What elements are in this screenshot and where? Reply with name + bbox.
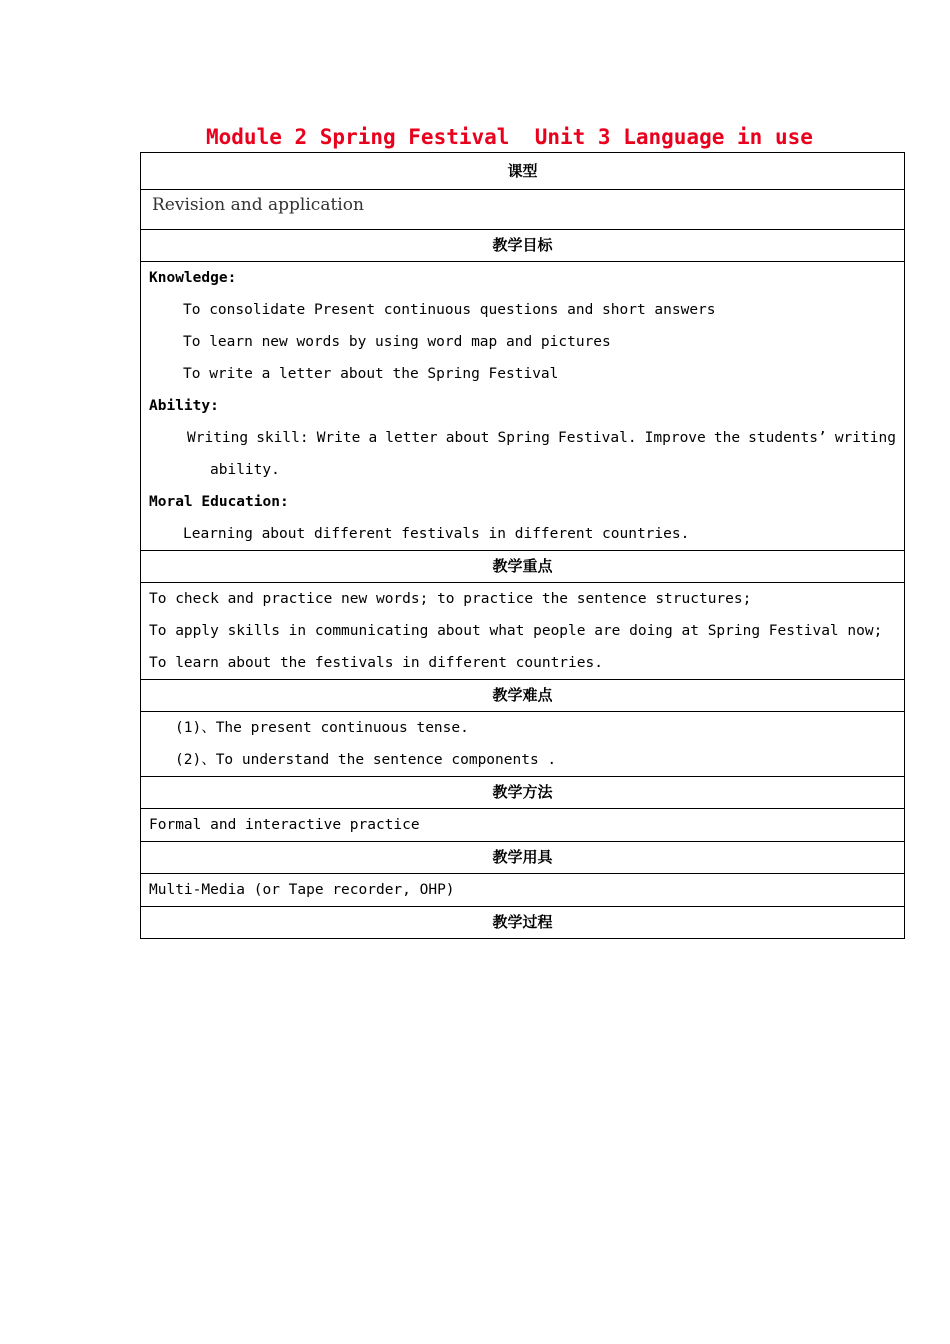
key-point-item: To learn about the festivals in different countries.: [149, 655, 603, 671]
moral-education-label: Moral Education:: [149, 494, 289, 510]
knowledge-item: To write a letter about the Spring Festival: [183, 366, 559, 382]
ability-word: writing: [834, 430, 896, 446]
lesson-type-value: Revision and application: [141, 190, 905, 230]
difficulty-item: (1)、The present continuous tense.: [175, 720, 469, 736]
key-points-body: [141, 583, 905, 680]
aids-header: 教学用具: [141, 842, 905, 874]
ability-line-2: ability.: [210, 462, 280, 478]
key-point-item: To check and practice new words; to practice the sentence structures;: [149, 591, 752, 607]
methods-body: [141, 809, 905, 842]
ability-label: Ability:: [149, 398, 219, 414]
key-points-header: 教学重点: [141, 551, 905, 583]
knowledge-item: To learn new words by using word map and pictures: [183, 334, 611, 350]
ability-word: Spring: [497, 430, 550, 446]
ability-word: letter: [385, 430, 438, 446]
objectives-header: 教学目标: [141, 230, 905, 262]
moral-education-text: Learning about different festivals in different countries.: [183, 526, 690, 542]
lesson-plan-table: [140, 152, 905, 939]
difficulty-item: (2)、To understand the sentence components .: [175, 752, 557, 768]
aids-body: [141, 874, 905, 907]
knowledge-item: To consolidate Present continuous questions and short answers: [183, 302, 716, 318]
ability-word: Festival.: [557, 430, 637, 446]
ability-word: Write: [316, 430, 361, 446]
difficulties-header: 教学难点: [141, 680, 905, 712]
aids-value: Multi-Media (or Tape recorder, OHP): [149, 882, 455, 898]
ability-word: Writing: [187, 430, 249, 446]
ability-line-1: [141, 422, 904, 454]
key-point-item: To apply skills in communicating about what people are doing at Spring Festival now;: [149, 623, 883, 639]
lesson-type-header: 课型: [141, 153, 905, 190]
ability-word: skill:: [256, 430, 309, 446]
methods-header: 教学方法: [141, 777, 905, 809]
difficulties-body: [141, 712, 905, 777]
process-header: 教学过程: [141, 907, 905, 939]
objectives-body: [141, 262, 905, 551]
methods-value: Formal and interactive practice: [149, 817, 420, 833]
ability-word: students’: [748, 430, 827, 446]
ability-word: a: [368, 430, 378, 446]
ability-word: about: [445, 430, 490, 446]
knowledge-label: Knowledge:: [149, 270, 237, 286]
ability-word: Improve: [644, 430, 706, 446]
ability-word: the: [713, 430, 741, 446]
document-title: Module 2 Spring Festival Unit 3 Language in use: [206, 125, 813, 149]
